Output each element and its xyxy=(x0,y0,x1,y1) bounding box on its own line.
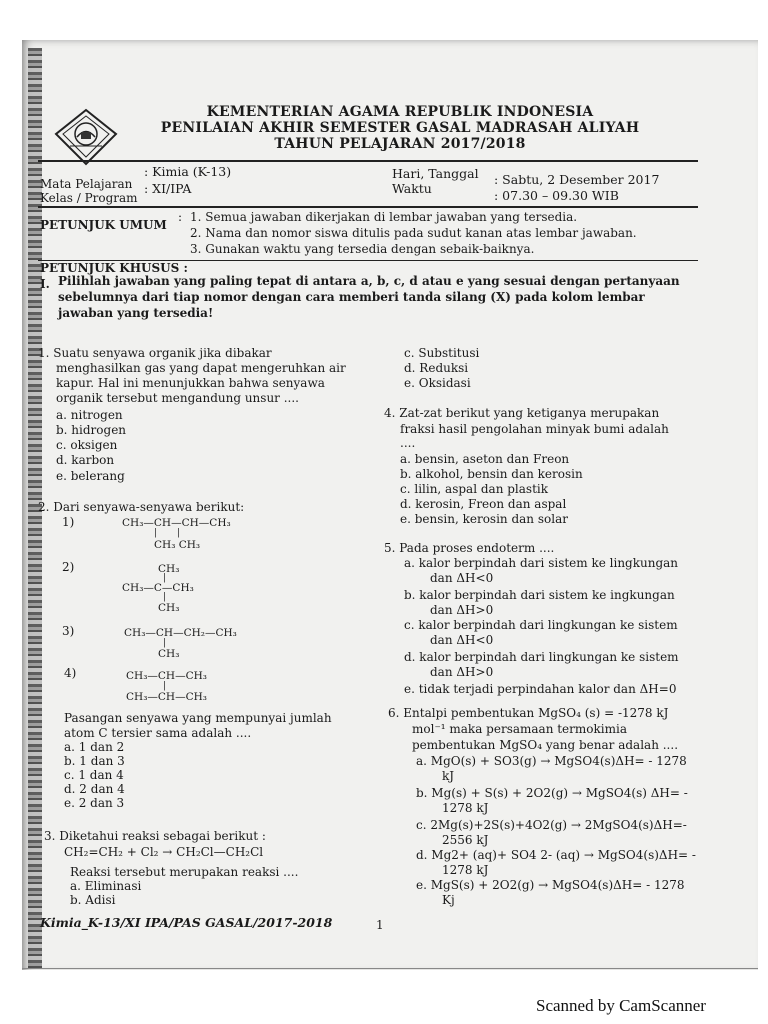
q4-option-e: e. bensin, kerosin dan solar xyxy=(400,512,568,526)
q5-option-d-cont: dan ΔH>0 xyxy=(430,665,494,679)
time-value: : 07.30 – 09.30 WIB xyxy=(494,188,619,203)
q4-line-1: 4. Zat-zat berikut yang ketiganya merupakan xyxy=(384,406,660,420)
q4-option-b: b. alkohol, bensin dan kerosin xyxy=(400,467,583,481)
q2-num-2: 2) xyxy=(62,560,75,574)
general-item-2: 2. Nama dan nomor siswa ditulis pada sudut kanan atas lembar jawaban. xyxy=(190,226,637,240)
q2-struct-1-main: CH₃—CH—CH—CH₃ xyxy=(122,517,231,529)
q5-stem: 5. Pada proses endoterm .... xyxy=(384,541,555,555)
q5-option-d: d. kalor berpindah dari lingkungan ke sistem xyxy=(404,650,679,664)
q1-option-d: d. karbon xyxy=(56,453,115,467)
q2-option-d: d. 2 dan 4 xyxy=(64,782,125,796)
q4-option-d: d. kerosin, Freon dan aspal xyxy=(400,497,567,511)
time-label: Waktu xyxy=(392,181,432,196)
header-year: TAHUN PELAJARAN 2017/2018 xyxy=(274,136,526,152)
q2-struct-2-bond-bottom: | xyxy=(163,592,167,602)
q1-line-3: kapur. Hal ini menunjukkan bahwa senyawa xyxy=(56,376,325,390)
q5-option-c-cont: dan ΔH<0 xyxy=(430,633,494,647)
q2-struct-3-branch: CH₃ xyxy=(158,648,180,660)
q2-line-1: Pasangan senyawa yang mempunyai jumlah xyxy=(64,711,332,725)
q2-struct-3-bond: | xyxy=(163,638,167,648)
page-number: 1 xyxy=(376,918,384,932)
info-rule xyxy=(38,206,698,208)
special-label: PETUNJUK KHUSUS : xyxy=(40,261,188,275)
q3-line-2: Reaksi tersebut merupakan reaksi .... xyxy=(70,865,299,879)
special-line-1: Pilihlah jawaban yang paling tepat di antara a, b, c, d atau e yang sesuai dengan pertanyaan xyxy=(58,274,680,288)
q4-option-a: a. bensin, aseton dan Freon xyxy=(400,452,570,466)
q5-option-a-cont: dan ΔH<0 xyxy=(430,571,494,585)
q3-option-b: b. Adisi xyxy=(70,893,116,907)
special-line-3: jawaban yang tersedia! xyxy=(58,306,214,320)
q2-struct-4-bond: | xyxy=(163,681,167,691)
q3-reaction: CH₂=CH₂ + Cl₂ → CH₂Cl—CH₂Cl xyxy=(64,845,264,859)
q5-option-b-cont: dan ΔH>0 xyxy=(430,603,494,617)
day-value: : Sabtu, 2 Desember 2017 xyxy=(494,172,660,187)
q6-option-d: d. Mg2+ (aq)+ SO4 2- (aq) → MgSO4(s)ΔH= - xyxy=(416,848,696,862)
q6-option-c: c. 2Mg(s)+2S(s)+4O2(g) → 2MgSO4(s)ΔH=- xyxy=(416,818,687,832)
general-colon: : xyxy=(178,210,183,224)
q6-line-1: 6. Entalpi pembentukan MgSO₄ (s) = -1278 kJ xyxy=(388,706,669,720)
q2-option-b: b. 1 dan 3 xyxy=(64,754,125,768)
q2-struct-3-main: CH₃—CH—CH₂—CH₃ xyxy=(124,627,237,639)
q2-struct-2-bottom: CH₃ xyxy=(158,602,180,614)
q1-line-4: organik tersebut mengandung unsur .... xyxy=(56,391,299,405)
q1-option-b: b. hidrogen xyxy=(56,423,127,437)
q2-option-a: a. 1 dan 2 xyxy=(64,740,125,754)
q2-num-1: 1) xyxy=(62,515,75,529)
header-ministry: KEMENTERIAN AGAMA REPUBLIK INDONESIA xyxy=(206,104,594,120)
q6-option-e-cont: Kj xyxy=(442,893,455,907)
q4-option-c: c. lilin, aspal dan plastik xyxy=(400,482,549,496)
footer-code: Kimia_K-13/XI IPA/PAS GASAL/2017-2018 xyxy=(40,915,333,930)
q3-option-c: c. Substitusi xyxy=(404,346,480,360)
q6-option-b-cont: 1278 kJ xyxy=(442,801,489,815)
class-label: Kelas / Program xyxy=(40,191,138,205)
q2-struct-2-top: CH₃ xyxy=(158,563,180,575)
q1-line-2: menghasilkan gas yang dapat mengeruhkan air xyxy=(56,361,346,375)
q5-option-c: c. kalor berpindah dari lingkungan ke sistem xyxy=(404,618,678,632)
q6-option-e: e. MgS(s) + 2O2(g) → MgSO4(s)ΔH= - 1278 xyxy=(416,878,685,892)
q3-option-a: a. Eliminasi xyxy=(70,879,142,893)
subject-value: : Kimia (K-13) xyxy=(144,164,232,179)
q3-stem: 3. Diketahui reaksi sebagai berikut : xyxy=(44,829,266,843)
q2-struct-4-top: CH₃—CH—CH₃ xyxy=(126,670,207,682)
q2-line-2: atom C tersier sama adalah .... xyxy=(64,726,252,740)
q1-option-c: c. oksigen xyxy=(56,438,118,452)
q6-line-3: pembentukan MgSO₄ yang benar adalah .... xyxy=(412,738,679,752)
q6-option-d-cont: 1278 kJ xyxy=(442,863,489,877)
q6-option-b: b. Mg(s) + S(s) + 2O2(g) → MgSO4(s) ΔH= - xyxy=(416,786,688,800)
scanner-watermark: Scanned by CamScanner xyxy=(536,996,706,1015)
q1-option-a: a. nitrogen xyxy=(56,408,123,422)
day-label: Hari, Tanggal xyxy=(392,166,479,181)
q1-option-e: e. belerang xyxy=(56,469,125,483)
q6-option-a-cont: kJ xyxy=(442,769,455,783)
q2-struct-2-bond-top: | xyxy=(163,573,167,583)
class-value: : XI/IPA xyxy=(144,181,192,196)
q2-option-c: c. 1 dan 4 xyxy=(64,768,124,782)
q2-struct-1-bonds: | | xyxy=(154,528,181,538)
subject-label: Mata Pelajaran xyxy=(40,177,133,191)
q2-struct-2-main: CH₃—C—CH₃ xyxy=(122,582,194,594)
q4-line-2: fraksi hasil pengolahan minyak bumi adalah xyxy=(400,422,669,436)
header-exam: PENILAIAN AKHIR SEMESTER GASAL MADRASAH ALIYAH xyxy=(160,120,640,136)
general-item-1: 1. Semua jawaban dikerjakan di lembar jawaban yang tersedia. xyxy=(190,210,578,224)
paper-edge xyxy=(22,968,758,969)
q3-option-d: d. Reduksi xyxy=(404,361,469,375)
q6-option-c-cont: 2556 kJ xyxy=(442,833,489,847)
q5-option-e: e. tidak terjadi perpindahan kalor dan ΔH=0 xyxy=(404,682,677,696)
header-rule xyxy=(38,160,698,162)
q1-line-1: 1. Suatu senyawa organik jika dibakar xyxy=(38,346,272,360)
q6-line-2: mol⁻¹ maka persamaan termokimia xyxy=(412,722,627,736)
general-label: PETUNJUK UMUM xyxy=(40,218,167,232)
q2-struct-4-bottom: CH₃—CH—CH₃ xyxy=(126,691,207,703)
q4-line-3: .... xyxy=(400,436,416,450)
special-line-2: sebelumnya dari tiap nomor dengan cara memberi tanda silang (X) pada kolom lembar xyxy=(58,290,645,304)
general-item-3: 3. Gunakan waktu yang tersedia dengan sebaik-baiknya. xyxy=(190,242,535,256)
q3-option-e: e. Oksidasi xyxy=(404,376,471,390)
q2-option-e: e. 2 dan 3 xyxy=(64,796,125,810)
q6-option-a: a. MgO(s) + SO3(g) → MgSO4(s)ΔH= - 1278 xyxy=(416,754,687,768)
q5-option-a: a. kalor berpindah dari sistem ke lingkungan xyxy=(404,556,679,570)
q2-struct-1-branch: CH₃ CH₃ xyxy=(154,539,201,551)
special-num: I. xyxy=(40,277,50,291)
q2-stem: 2. Dari senyawa-senyawa berikut: xyxy=(38,500,245,514)
q5-option-b: b. kalor berpindah dari sistem ke ingkungan xyxy=(404,588,675,602)
q2-num-4: 4) xyxy=(64,666,77,680)
q2-num-3: 3) xyxy=(62,624,75,638)
